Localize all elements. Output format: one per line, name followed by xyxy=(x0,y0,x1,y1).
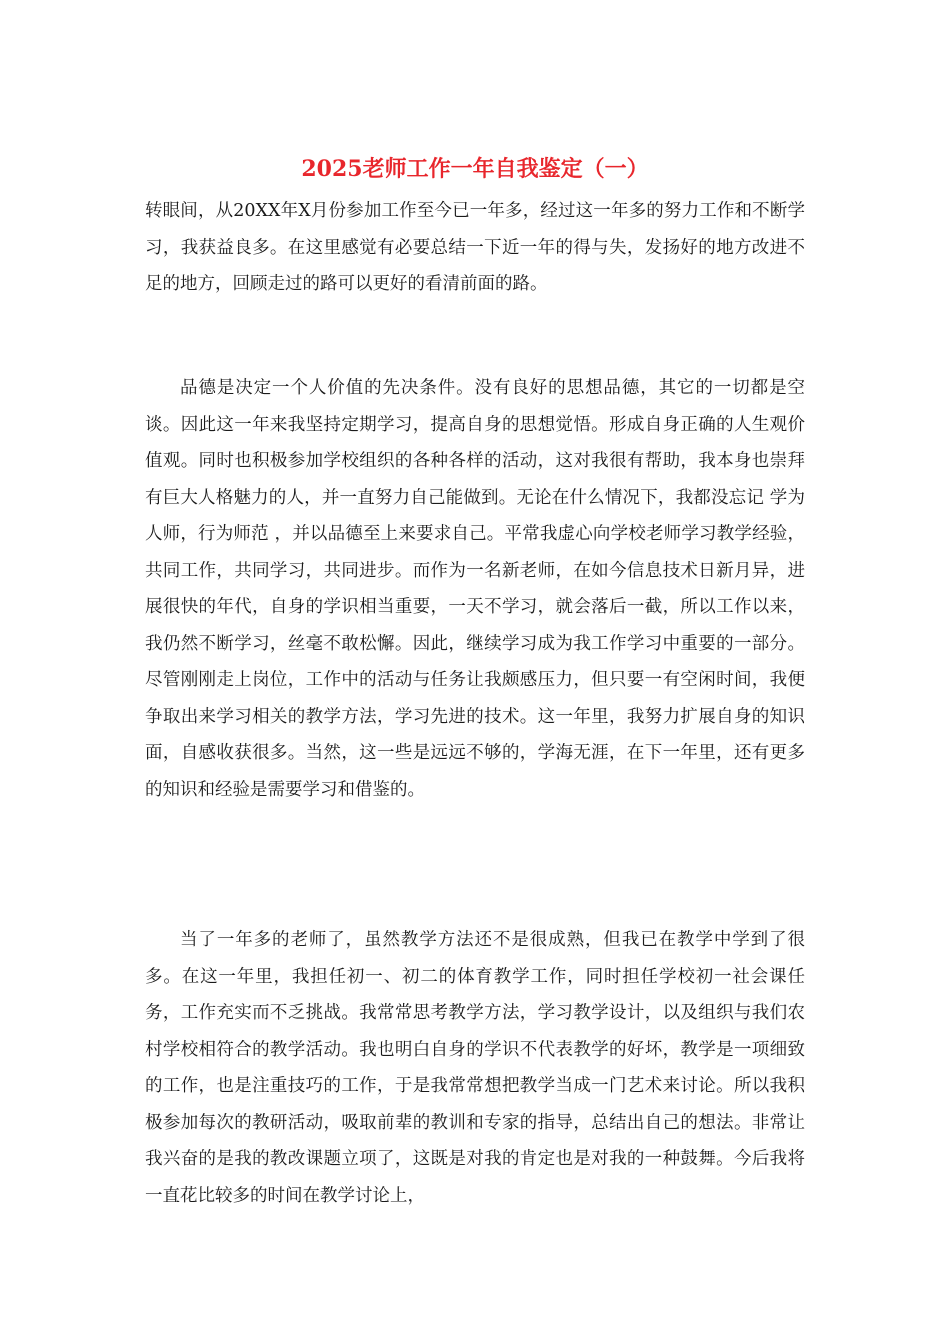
paragraph-teaching: 当了一年多的老师了，虽然教学方法还不是很成熟，但我已在教学中学到了很多。在这一年里，我担任初一、初二的体育教学工作，同时担任学校初一社会课任务，工作充实而不乏挑战。我常常思考教学方法，学习教学设计，以及组织与我们农村学校相符合的教学活动。我也明白自身的学识不代表教学的好坏，教学是一项细致的工作，也是注重技巧的工作，于是我常常想把教学当成一门艺术来讨论。所以我积极参加每次的教研活动，吸取前辈的教训和专家的指导，总结出自己的想法。非常让我兴奋的是我的教改课题立项了，这既是对我的肯定也是对我的一种鼓舞。今后我将一直花比较多的时间在教学讨论上， xyxy=(145,930,805,1206)
paragraph-moral-character: 品德是决定一个人价值的先决条件。没有良好的思想品德，其它的一切都是空谈。因此这一年来我坚持定期学习，提高自身的思想觉悟。形成自身正确的人生观价值观。同时也积极参加学校组织的各种各样的活动，这对我很有帮助，我本身也崇拜有巨大人格魅力的人，并一直努力自己能做到。无论在什么情况下，我都没忘记 学为人师，行为师范 ，并以品德至上来要求自己。平常我虚心向学校老师学习教学经验，共同工作，共同学习，共同进步。而作为一名新老师，在如今信息技术日新月异，进展很快的年代，自身的学识相当重要，一天不学习，就会落后一截，所以工作以来，我仍然不断学习，丝毫不敢松懈。因此，继续学习成为我工作学习中重要的一部分。尽管刚刚走上岗位，工作中的活动与任务让我颇感压力，但只要一有空闲时间，我便争取出来学习相关的教学方法，学习先进的技术。这一年里，我努力扩展自身的知识面，自感收获很多。当然，这一些是远远不够的，学海无涯，在下一年里，还有更多的知识和经验是需要学习和借鉴的。 xyxy=(145,378,805,800)
document-title: 2025老师工作一年自我鉴定（一） xyxy=(301,156,649,182)
paragraph-intro: 转眼间，从20XX年X月份参加工作至今已一年多，经过这一年多的努力工作和不断学习，我获益良多。在这里感觉有必要总结一下近一年的得与失，发扬好的地方改进不足的地方，回顾走过的路可以更好的看清前面的路。 xyxy=(145,201,805,294)
